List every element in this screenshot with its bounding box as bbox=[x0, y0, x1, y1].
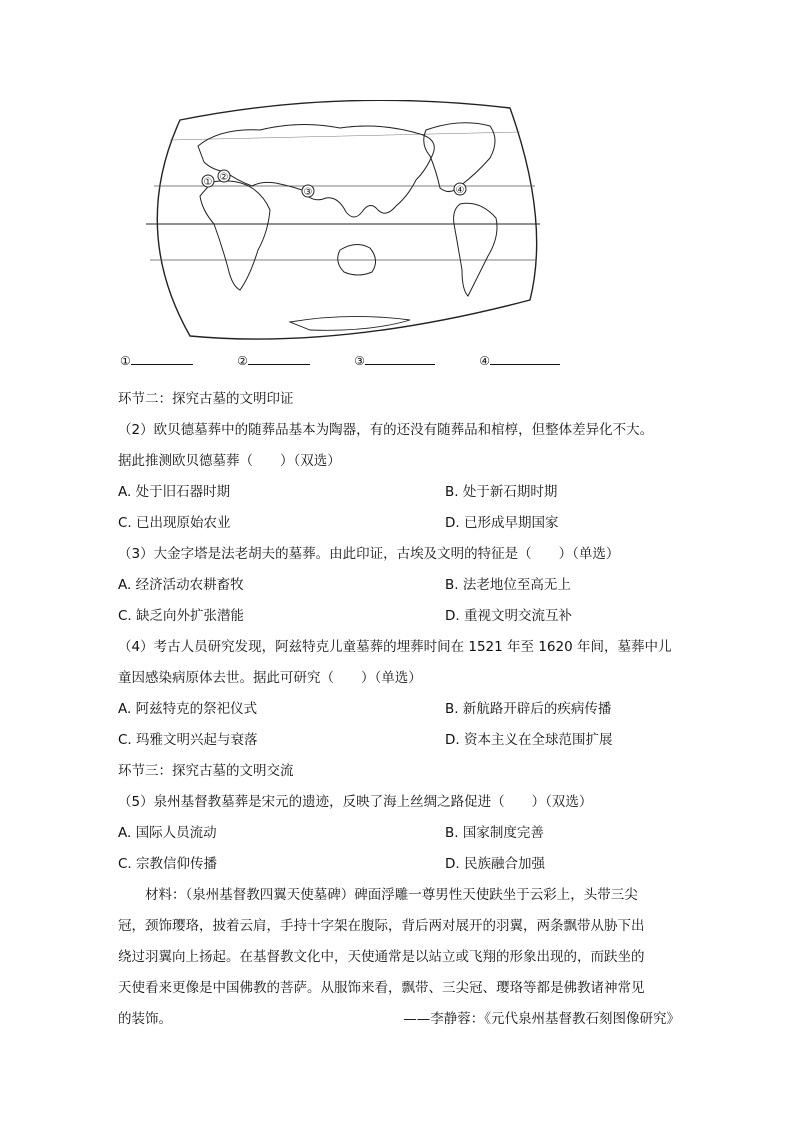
world-map-svg bbox=[140, 100, 544, 344]
q5-option-b[interactable]: B. 国家制度完善 bbox=[445, 825, 544, 841]
answer-line-2[interactable] bbox=[248, 350, 310, 365]
section2-heading: 环节二：探究古墓的文明印证 bbox=[118, 391, 294, 407]
answer-line-1[interactable] bbox=[131, 350, 193, 365]
q4-option-a[interactable]: A. 阿兹特克的祭祀仪式 bbox=[118, 701, 258, 717]
q5-option-a[interactable]: A. 国际人员流动 bbox=[118, 825, 217, 841]
q3-option-c[interactable]: C. 缺乏向外扩张潜能 bbox=[118, 608, 245, 624]
marker-3 bbox=[302, 185, 314, 198]
map-answer-blanks bbox=[120, 350, 720, 372]
q4-stem-line1: （4）考古人员研究发现，阿兹特克儿童墓葬的埋葬时间在 1521 年至 1620 年间，墓葬中儿 bbox=[118, 639, 672, 655]
south-america-land bbox=[454, 203, 497, 296]
q5-option-d[interactable]: D. 民族融合加强 bbox=[445, 856, 545, 872]
q5-stem: （5）泉州基督教墓葬是宋元的遗迹，反映了海上丝绸之路促进（ ）（双选） bbox=[118, 794, 593, 810]
q4-option-d[interactable]: D. 资本主义在全球范围扩展 bbox=[445, 732, 613, 748]
svg-text:①: ① bbox=[203, 177, 213, 188]
world-map bbox=[140, 100, 544, 344]
blank-2: ② bbox=[237, 350, 310, 372]
q2-stem-line1: （2）欧贝德墓葬中的随葬品基本为陶器，有的还没有随葬品和棺椁，但整体差异化不大。 bbox=[118, 422, 654, 438]
africa-land bbox=[200, 181, 270, 290]
q3-stem: （3）大金字塔是法老胡夫的墓葬。由此印证，古埃及文明的特征是（ ）（单选） bbox=[118, 546, 620, 562]
svg-text:③: ③ bbox=[303, 187, 313, 198]
marker-2 bbox=[218, 170, 230, 183]
material-line2: 冠，颈饰璎珞，披着云肩，手持十字架在腹际，背后两对展开的羽翼，两条飘带从胁下出 bbox=[118, 918, 645, 934]
q3-options-ab bbox=[118, 570, 698, 601]
questions bbox=[118, 384, 698, 1035]
svg-text:④: ④ bbox=[455, 185, 465, 196]
marker-4 bbox=[454, 183, 466, 196]
q3-option-a[interactable]: A. 经济活动农耕畜牧 bbox=[118, 577, 244, 593]
blank-4: ④ bbox=[479, 350, 560, 372]
q2-option-c[interactable]: C. 已出现原始农业 bbox=[118, 515, 231, 531]
blank-3: ③ bbox=[354, 350, 435, 372]
blank-1: ① bbox=[120, 350, 193, 372]
q2-option-a[interactable]: A. 处于旧石器时期 bbox=[118, 484, 231, 500]
material-line4: 天使看来更像是中国佛教的菩萨。从服饰来看，飘带、三尖冠、璎珞等都是佛教诸神常见 bbox=[118, 980, 645, 996]
q4-options-cd bbox=[118, 725, 698, 756]
q4-options-ab bbox=[118, 694, 698, 725]
material-line3: 绕过羽翼向上扬起。在基督教文化中，天使通常是以站立或飞翔的形象出现的，而趺坐的 bbox=[118, 949, 645, 965]
q2-options-cd bbox=[118, 508, 698, 539]
q3-options-cd bbox=[118, 601, 698, 632]
material-citation: ——李静蓉：《元代泉州基督教石刻图像研究》 bbox=[403, 1011, 680, 1027]
q2-stem-line2: 据此推测欧贝德墓葬（ ）（双选） bbox=[118, 453, 341, 469]
answer-line-3[interactable] bbox=[365, 350, 435, 365]
q5-options-cd bbox=[118, 849, 698, 880]
marker-1 bbox=[202, 175, 214, 188]
q2-option-d[interactable]: D. 已形成早期国家 bbox=[445, 515, 559, 531]
material-line1: 材料：（泉州基督教四翼天使墓碑）碑面浮雕一尊男性天使趺坐于云彩上，头带三尖 bbox=[145, 887, 638, 903]
q5-options-ab bbox=[118, 818, 698, 849]
q4-option-c[interactable]: C. 玛雅文明兴起与衰落 bbox=[118, 732, 258, 748]
q3-option-b[interactable]: B. 法老地位至高无上 bbox=[445, 577, 571, 593]
north-america-land bbox=[424, 123, 495, 192]
q4-option-b[interactable]: B. 新航路开辟后的疾病传播 bbox=[445, 701, 612, 717]
answer-line-4[interactable] bbox=[490, 350, 560, 365]
material-last-row bbox=[118, 1004, 698, 1035]
q5-option-c[interactable]: C. 宗教信仰传播 bbox=[118, 856, 218, 872]
section3-heading: 环节三：探究古墓的文明交流 bbox=[118, 763, 294, 779]
material-line5: 的装饰。 bbox=[118, 1011, 172, 1027]
q2-options-ab bbox=[118, 477, 698, 508]
q4-stem-line2: 童因感染病原体去世。据此可研究（ ）（单选） bbox=[118, 670, 422, 686]
q3-option-d[interactable]: D. 重视文明交流互补 bbox=[445, 608, 572, 624]
q2-option-b[interactable]: B. 处于新石期时期 bbox=[445, 484, 558, 500]
svg-text:②: ② bbox=[219, 172, 229, 183]
